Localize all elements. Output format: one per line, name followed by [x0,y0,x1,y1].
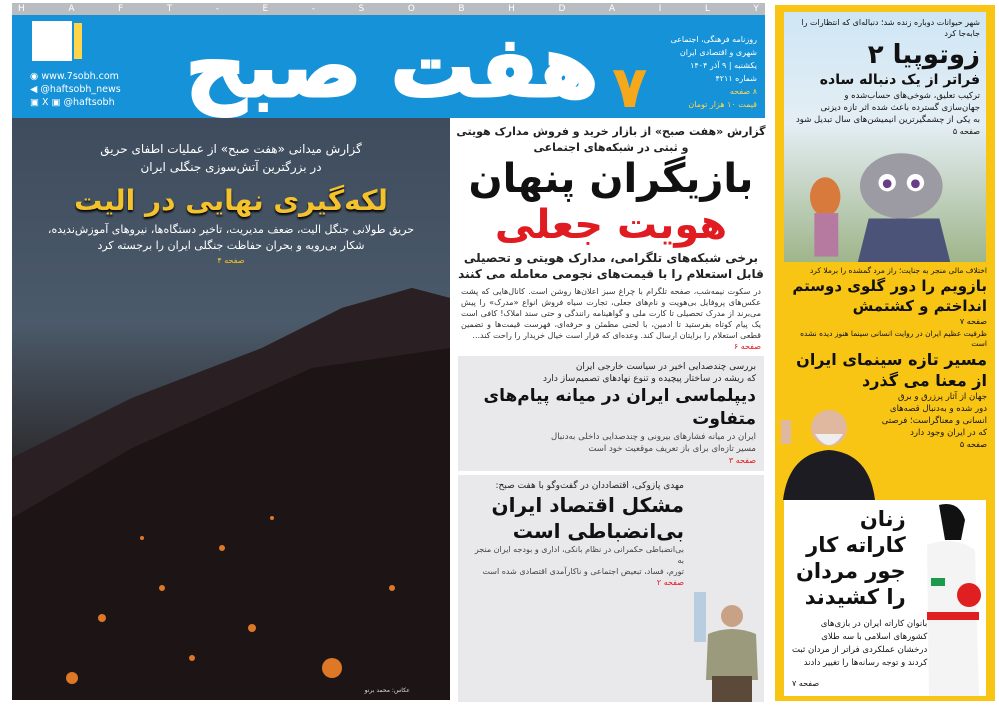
main-body: در سکوت نیمه‌شب، صفحه تلگرام با چراغ سبز اعلان‌ها روشن است. کانال‌هایی که پشت عکس‌های پروفایل بی‌هویت و نام‌های جعلی، تجارت سیاه فروش انواع «مدرک» را پیش می‌برند از مدرک تحصیلی تا کارت ملی و گواهینامه رانندگی و حتی سند املاک! کافی است یک پیام کوتاه بفرستید تا ادمین، با لحنی مطمئن و حرفه‌ای، فهرست قیمت‌ها و تضمین قطعی استعلام را برایتان ارسال کند. وعده‌ای که قرار است خیال خریدار را راحت کند... [461,287,761,340]
fire-page-ref[interactable]: صفحه ۴ [217,256,245,265]
diplomacy-story [458,356,764,471]
karate-headline[interactable]: زنان کاراته کار جور مردان را کشیدند [796,507,906,609]
right-column-stories [775,266,995,500]
photo-credit: عکاس: محمد برنو [364,687,410,694]
diplomacy-page-ref[interactable]: صفحه ۳ [728,456,756,465]
qr-code-icon[interactable] [32,21,72,61]
zootopia-page-ref[interactable]: صفحه ۵ [952,127,980,136]
economy-story [458,475,764,702]
cinema-headline[interactable]: مسیر تازه سینمای ایران از معنا می گذرد [796,350,987,390]
karate-page-ref[interactable]: صفحه ۷ [792,679,820,688]
crime-page-ref[interactable]: صفحه ۷ [959,317,987,326]
diplomacy-body: ایران در میانه فشارهای بیرونی و چندصدایی داخلی به‌دنبال مسیر تازه‌ای برای باز تعریف موقعیت خود است [551,432,756,454]
main-page-ref[interactable]: صفحه ۶ [733,342,761,351]
zootopia-subhead: فراتر از یک دنباله ساده [819,72,980,88]
issue-meta: روزنامه فرهنگی، اجتماعی شهری و اقتصادی ایران یکشنبه | ۹ آذر ۱۴۰۴ شماره ۴۲۱۱ ۸ صفحه قیمت ۱۰ هزار تومان [670,35,757,109]
economy-kicker: مهدی پازوکی، اقتصاددان در گفت‌وگو با هفت صبح: [495,481,684,491]
cinema-body: جهان از آثار پرزرق و برق دور شده و به‌دنبال قصه‌های انسانی و معناگراست؛ فرصتی که در ایران وجود دارد [881,392,987,438]
economy-headline[interactable]: مشکل اقتصاد ایران بی‌انضباطی است [491,493,684,543]
main-story [455,118,767,352]
mountain-fire-image [12,288,450,700]
economy-body: بی‌انضباطی حکمرانی در نظام بانکی، اداری و بودجه ایران منجر به تورم، فساد، تبعیض اجتماعی و ناکارآمدی اقتصادی شده است [474,545,684,576]
main-deck: برخی شبکه‌های تلگرامی، مدارک هویتی و تحصیلی قابل استعلام را با قیمت‌های نجومی معامله می کنند [458,251,764,281]
main-headline[interactable]: بازیگران پنهان [468,156,754,202]
masthead [12,15,765,121]
interviewee-photo [690,592,760,702]
center-column [455,118,767,702]
diplomacy-kicker: بررسی چندصدایی اخیر در سیاست خارجی ایران که ریشه در ساختار پیچیده و تنوع نهادهای تصمیم‌ساز دارد [543,362,756,384]
cinema-page-ref[interactable]: صفحه ۵ [959,440,987,449]
economy-page-ref[interactable]: صفحه ۲ [656,578,684,587]
crime-kicker: اختلاف مالی منجر به جنایت؛ راز مرد گمشده را برملا کرد [809,266,987,275]
qr-tag [74,23,82,59]
main-kicker: گزارش «هفت صبح» از بازار خرید و فروش مدارک هویتی و ثبتی در شبکه‌های اجتماعی [456,125,766,154]
website-link[interactable]: ◉ www.7sobh.com [30,71,119,82]
fire-story-text [12,140,450,265]
telegram-link[interactable]: ◀ @haftsobh_news [30,84,121,95]
zootopia-image [790,137,980,262]
logo: هفت صبح [185,18,599,116]
crime-headline[interactable]: بازویم را دور گلوی دوستم انداختم و کشتمش [792,277,987,315]
karate-story [784,500,986,696]
zootopia-kicker: شهر حیوانات دوباره زنده شد؛ دنباله‌ای که انتظارات را جابه‌جا کرد [801,18,980,38]
logo-numeral: ۷ [612,53,648,121]
main-headline-red[interactable]: هویت جعلی [494,202,728,248]
masthead-strip: H A F T - E - S O B H D A I L Y [12,3,765,15]
fire-subhead: حریق طولانی جنگل الیت، ضعف مدیریت، تاخیر دستگاه‌ها، نیروهای آموزش‌ندیده، شکار بی‌رویه و بحران حفاظت جنگلی ایران را برجسته کرد [47,223,415,252]
fire-story-photo [12,118,450,700]
zootopia-body: ترکیب تعلیق، شوخی‌های حساب‌شده و جهان‌سازی گسترده باعث شده اثر تازه دیزنی به یکی از چشمگیرترین انیمیشن‌های سال تبدیل شود [796,91,980,125]
zootopia-story [784,12,986,262]
fire-kicker: گزارش میدانی «هفت صبح» از عملیات اطفای حریق در بزرگترین آتش‌سوزی جنگلی ایران [100,142,362,174]
cinema-kicker: ظرفیت عظیم ایران در روایت انسانی سینما هنوز دیده نشده است [800,329,987,348]
masthead-links [30,70,121,109]
fire-headline[interactable]: لکه‌گیری نهایی در الیت [74,184,388,217]
social-link[interactable]: ▣ X ▣ @haftsobh [30,97,115,108]
diplomacy-headline[interactable]: دیپلماسی ایران در میانه پیام‌های متفاوت [483,386,756,429]
karate-body: بانوان کاراته ایران در بازی‌های کشورهای اسلامی با سه طلای درخشان عملکردی فراتر از مردان ثبت کردند و توجه رسانه‌ها را تغییر دادند [792,619,928,668]
zootopia-headline[interactable]: زوتوپیا ۲ [867,40,980,70]
